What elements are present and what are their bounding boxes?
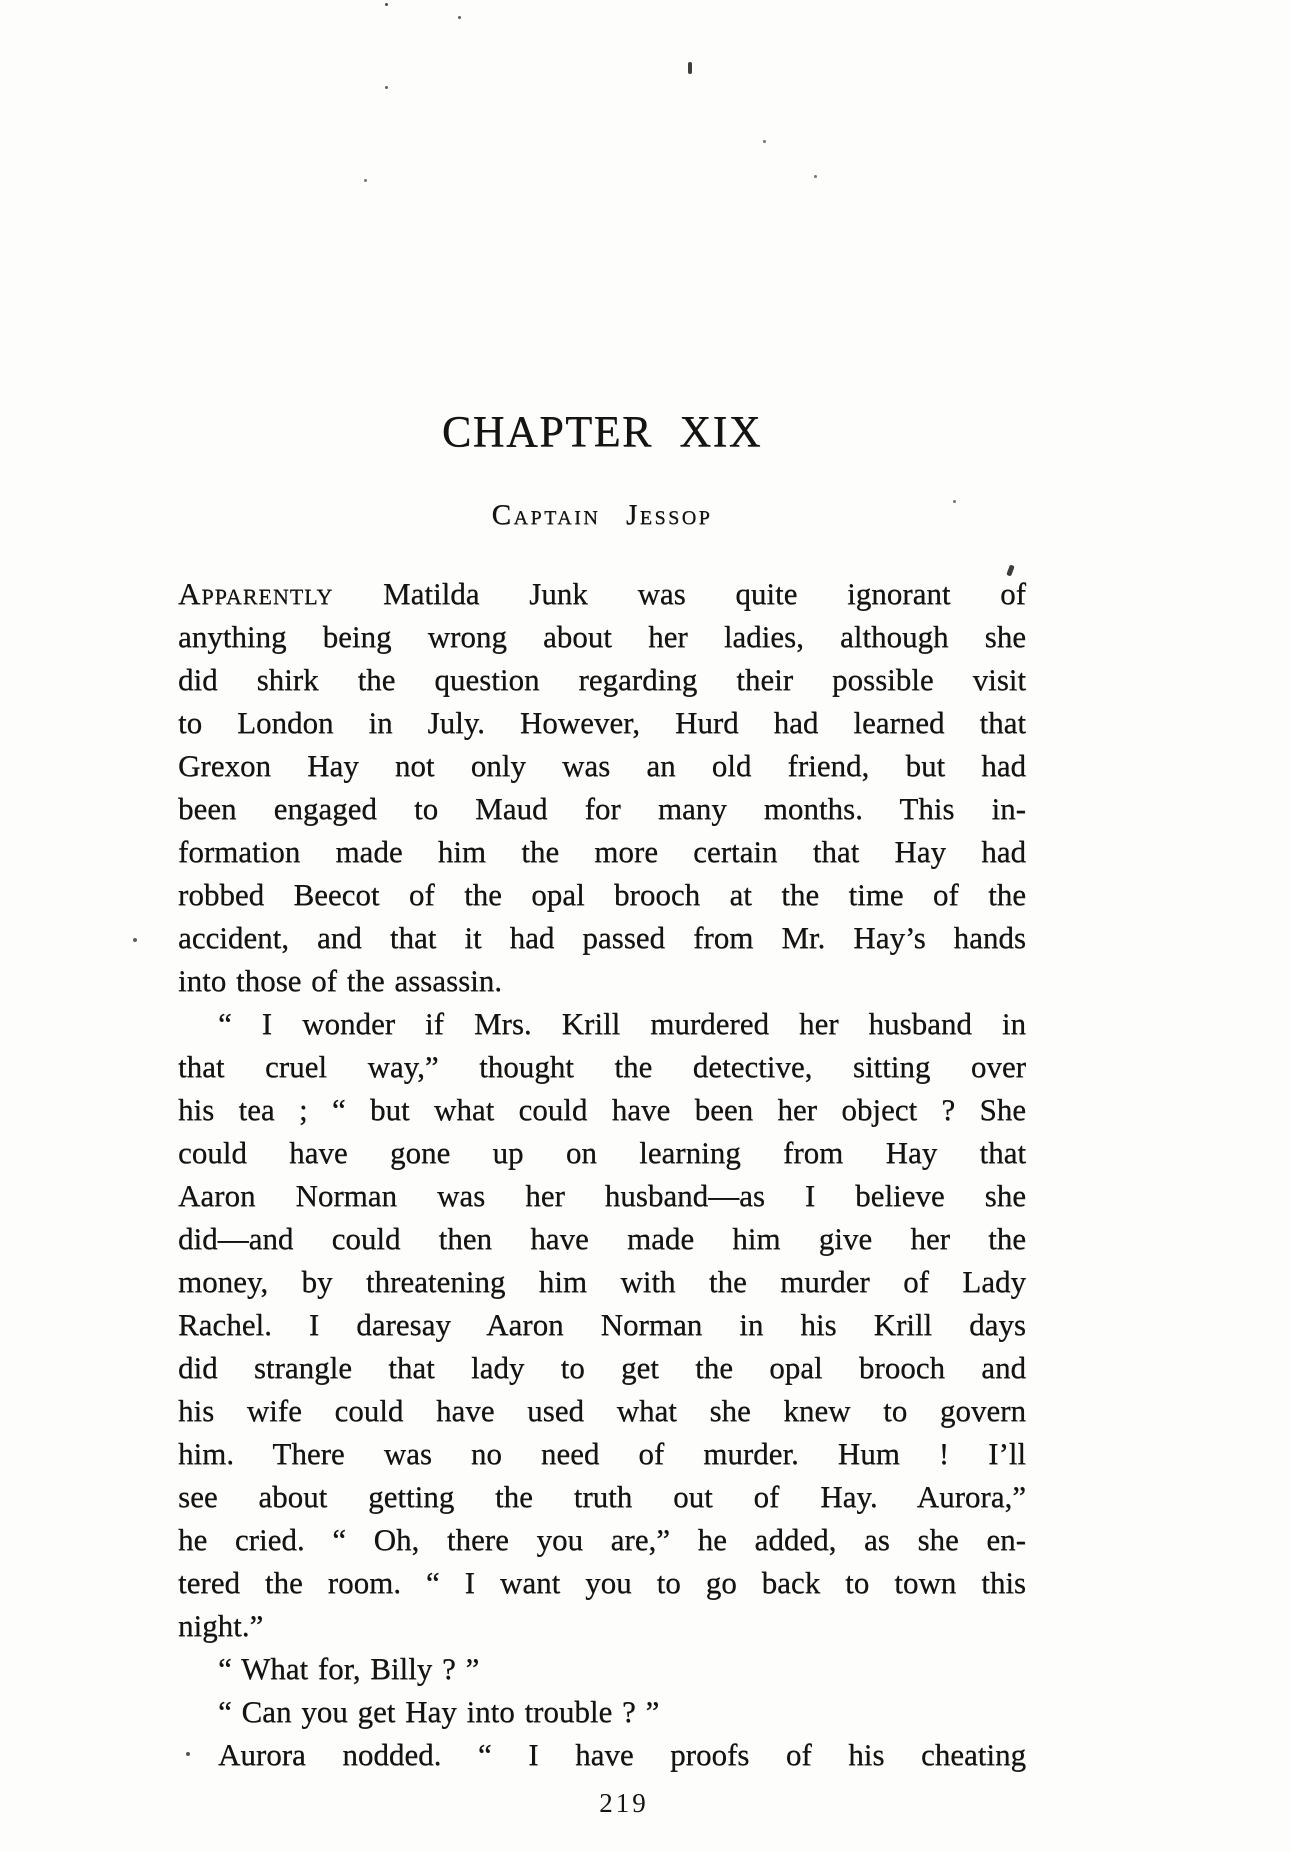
paragraph <box>178 572 1026 1002</box>
text-line: robbed Beecot of the opal brooch at the time of the <box>178 877 1026 912</box>
paragraph <box>178 1002 1026 1647</box>
scan-speck <box>458 16 461 19</box>
scan-speck <box>385 86 388 89</box>
scan-speck <box>763 140 766 143</box>
text-line: money, by threatening him with the murder of Lady <box>178 1264 1026 1299</box>
text-line: Apparently Matilda Junk was quite ignorant of <box>178 576 1026 611</box>
text-line: Grexon Hay not only was an old friend, but had <box>178 748 1026 783</box>
text-line: did—and could then have made him give her the <box>178 1221 1026 1256</box>
text-line: he cried. “ Oh, there you are,” he added, as she en- <box>178 1522 1026 1557</box>
text-line: “ Can you get Hay into trouble ? ” <box>218 1694 660 1729</box>
paragraph <box>178 1690 1026 1733</box>
text-line: accident, and that it had passed from Mr. Hay’s hands <box>178 920 1026 955</box>
paragraph <box>178 1647 1026 1690</box>
chapter-subheading: Captain Jessop <box>491 499 713 531</box>
text-line: to London in July. However, Hurd had learned that <box>178 705 1026 740</box>
scan-speck <box>364 179 367 182</box>
chapter-heading: CHAPTER XIX <box>441 407 763 456</box>
text-line: into those of the assassin. <box>178 963 502 998</box>
body-text <box>178 572 1026 1776</box>
text-line: did shirk the question regarding their possible visit <box>178 662 1026 697</box>
text-line: did strangle that lady to get the opal brooch and <box>178 1350 1026 1385</box>
scan-speck <box>133 938 137 942</box>
text-line: his wife could have used what she knew to govern <box>178 1393 1026 1428</box>
text-line: could have gone up on learning from Hay that <box>178 1135 1026 1170</box>
text-line: “ I wonder if Mrs. Krill murdered her husband in <box>218 1006 1026 1041</box>
text-line: his tea ; “ but what could have been her object ? She <box>178 1092 1026 1127</box>
text-line: been engaged to Maud for many months. This in- <box>178 791 1026 826</box>
text-line: see about getting the truth out of Hay. Aurora,” <box>178 1479 1026 1514</box>
text-line: that cruel way,” thought the detective, sitting over <box>178 1049 1026 1084</box>
text-line: night.” <box>178 1608 264 1643</box>
paragraph <box>178 1733 1026 1776</box>
text-line: formation made him the more certain that Hay had <box>178 834 1026 869</box>
page-number: 219 <box>599 1788 649 1818</box>
text-line: Aurora nodded. “ I have proofs of his cheating <box>218 1737 1026 1772</box>
scan-speck <box>814 175 817 178</box>
text-line: him. There was no need of murder. Hum ! I’ll <box>178 1436 1026 1471</box>
scan-speck <box>688 62 692 74</box>
lead-word: Apparently <box>178 576 334 611</box>
text-line: Rachel. I daresay Aaron Norman in his Krill days <box>178 1307 1026 1342</box>
text-line: Aaron Norman was her husband—as I believe she <box>178 1178 1026 1213</box>
text-line: “ What for, Billy ? ” <box>218 1651 480 1686</box>
scan-speck <box>385 3 388 6</box>
text-line: anything being wrong about her ladies, although she <box>178 619 1026 654</box>
text-line: tered the room. “ I want you to go back to town this <box>178 1565 1026 1600</box>
